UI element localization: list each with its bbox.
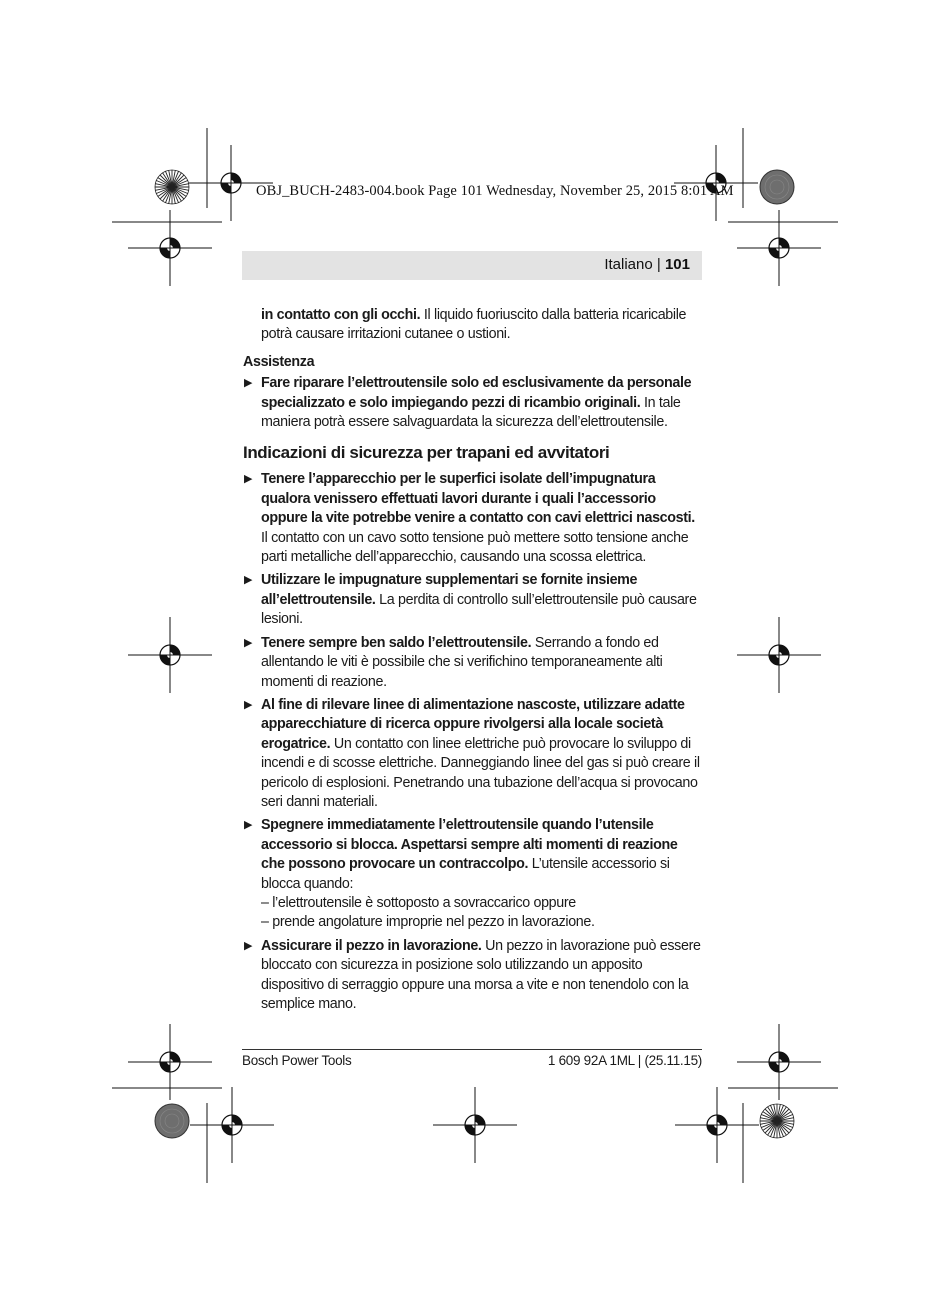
header-page-number: 101 bbox=[664, 256, 690, 273]
intro-text: Il liquido fuoriuscito dalla batteria ricaricabile potrà causare irritazioni cutanee o ustioni. bbox=[261, 307, 687, 343]
file-slug-line: OBJ_BUCH-2483-004.book Page 101 Wednesday, November 25, 2015 8:01 AM bbox=[256, 183, 734, 199]
intro-paragraph bbox=[243, 306, 703, 345]
list-item-bold: Fare riparare l’elettroutensile solo ed esclusivamente da personale specializzato e solo impiegando pezzi di ricambio originali. bbox=[261, 375, 692, 411]
list-item-text: La perdita di controllo sull’elettroutensile può causare lesioni. bbox=[261, 591, 697, 628]
footer-doc-code: 1 609 92A 1ML | (25.11.15) bbox=[547, 1053, 702, 1068]
list-item-text: Il contatto con un cavo sotto tensione può mettere sotto tensione anche parti metalliche dell’apparecchio, causando una scossa elettrica. bbox=[261, 529, 689, 566]
list-item bbox=[243, 634, 703, 692]
bullet-triangle-icon: ▶ bbox=[244, 819, 253, 832]
bullet-triangle-icon: ▶ bbox=[244, 939, 253, 952]
list-item bbox=[243, 696, 703, 812]
list-item-text: Un contatto con linee elettriche può provocare lo sviluppo di incendi e di scosse elettriche. Danneggiando linee del gas si può creare il pericolo di esplosioni. Penetrando una tubazione dell’acqua si provocano seri danni materiali. bbox=[261, 735, 700, 810]
list-item bbox=[243, 937, 703, 1015]
dash-item: – l’elettroutensile è sottoposto a sovraccarico oppure bbox=[261, 894, 576, 911]
bullet-triangle-icon: ▶ bbox=[244, 377, 253, 390]
header-language: Italiano bbox=[604, 256, 653, 273]
list-item bbox=[243, 816, 703, 932]
list-item bbox=[243, 470, 703, 567]
list-item-bold: Assicurare il pezzo in lavorazione. bbox=[261, 937, 482, 954]
list-item-bold: Spegnere immediatamente l’elettroutensile quando l’utensile accessorio si blocca. Aspettarsi sempre alti momenti di reazione che possono provocare un contraccolpo. bbox=[261, 817, 678, 873]
header-separator: | bbox=[656, 256, 661, 273]
list-item-text: L’utensile accessorio si blocca quando: bbox=[261, 856, 670, 892]
intro-bold: in contatto con gli occhi. bbox=[261, 307, 421, 323]
bullet-triangle-icon: ▶ bbox=[244, 473, 253, 486]
section-heading-assistenza: Assistenza bbox=[243, 353, 315, 370]
list-item-bold: Utilizzare le impugnature supplementari se fornite insieme all’elettroutensile. bbox=[261, 572, 638, 608]
list-item-bold: Tenere sempre ben saldo l’elettroutensile. bbox=[261, 634, 532, 651]
dash-item: – prende angolature improprie nel pezzo in lavorazione. bbox=[261, 914, 595, 931]
list-item bbox=[243, 374, 703, 432]
list-item-text: Serrando a fondo ed allentando le viti è possibile che si verifichino temporaneamente alti momenti di reazione. bbox=[261, 634, 663, 690]
list-item-text: Un pezzo in lavorazione può essere bloccato con sicurezza in posizione solo utilizzando un apposito dispositivo di serraggio oppure una morsa a vite e non tenendolo con la semplice mano. bbox=[261, 937, 701, 1012]
bullet-triangle-icon: ▶ bbox=[244, 636, 253, 649]
list-item-bold: Tenere l’apparecchio per le superfici isolate dell’impugnatura qualora venissero effettuati lavori durante i quali l’accessorio oppure la vite potrebbe venire a contatto con cavi elettrici nascosti. bbox=[261, 471, 695, 527]
bullet-triangle-icon: ▶ bbox=[244, 574, 253, 587]
page-header-bar bbox=[242, 251, 702, 280]
document-body bbox=[243, 306, 703, 1018]
page-header bbox=[604, 256, 690, 273]
footer-brand: Bosch Power Tools bbox=[242, 1053, 352, 1068]
list-item-text: In tale maniera potrà essere salvaguardata la sicurezza dell’elettroutensile. bbox=[261, 394, 681, 431]
section-heading-safety: Indicazioni di sicurezza per trapani ed avvitatori bbox=[243, 443, 610, 463]
list-item bbox=[243, 571, 703, 629]
footer-rule bbox=[242, 1049, 702, 1050]
list-item-bold: Al fine di rilevare linee di alimentazione nascoste, utilizzare adatte apparecchiature di ricerca oppure rivolgersi alla locale società erogatrice. bbox=[261, 696, 685, 752]
bullet-triangle-icon: ▶ bbox=[244, 698, 253, 711]
